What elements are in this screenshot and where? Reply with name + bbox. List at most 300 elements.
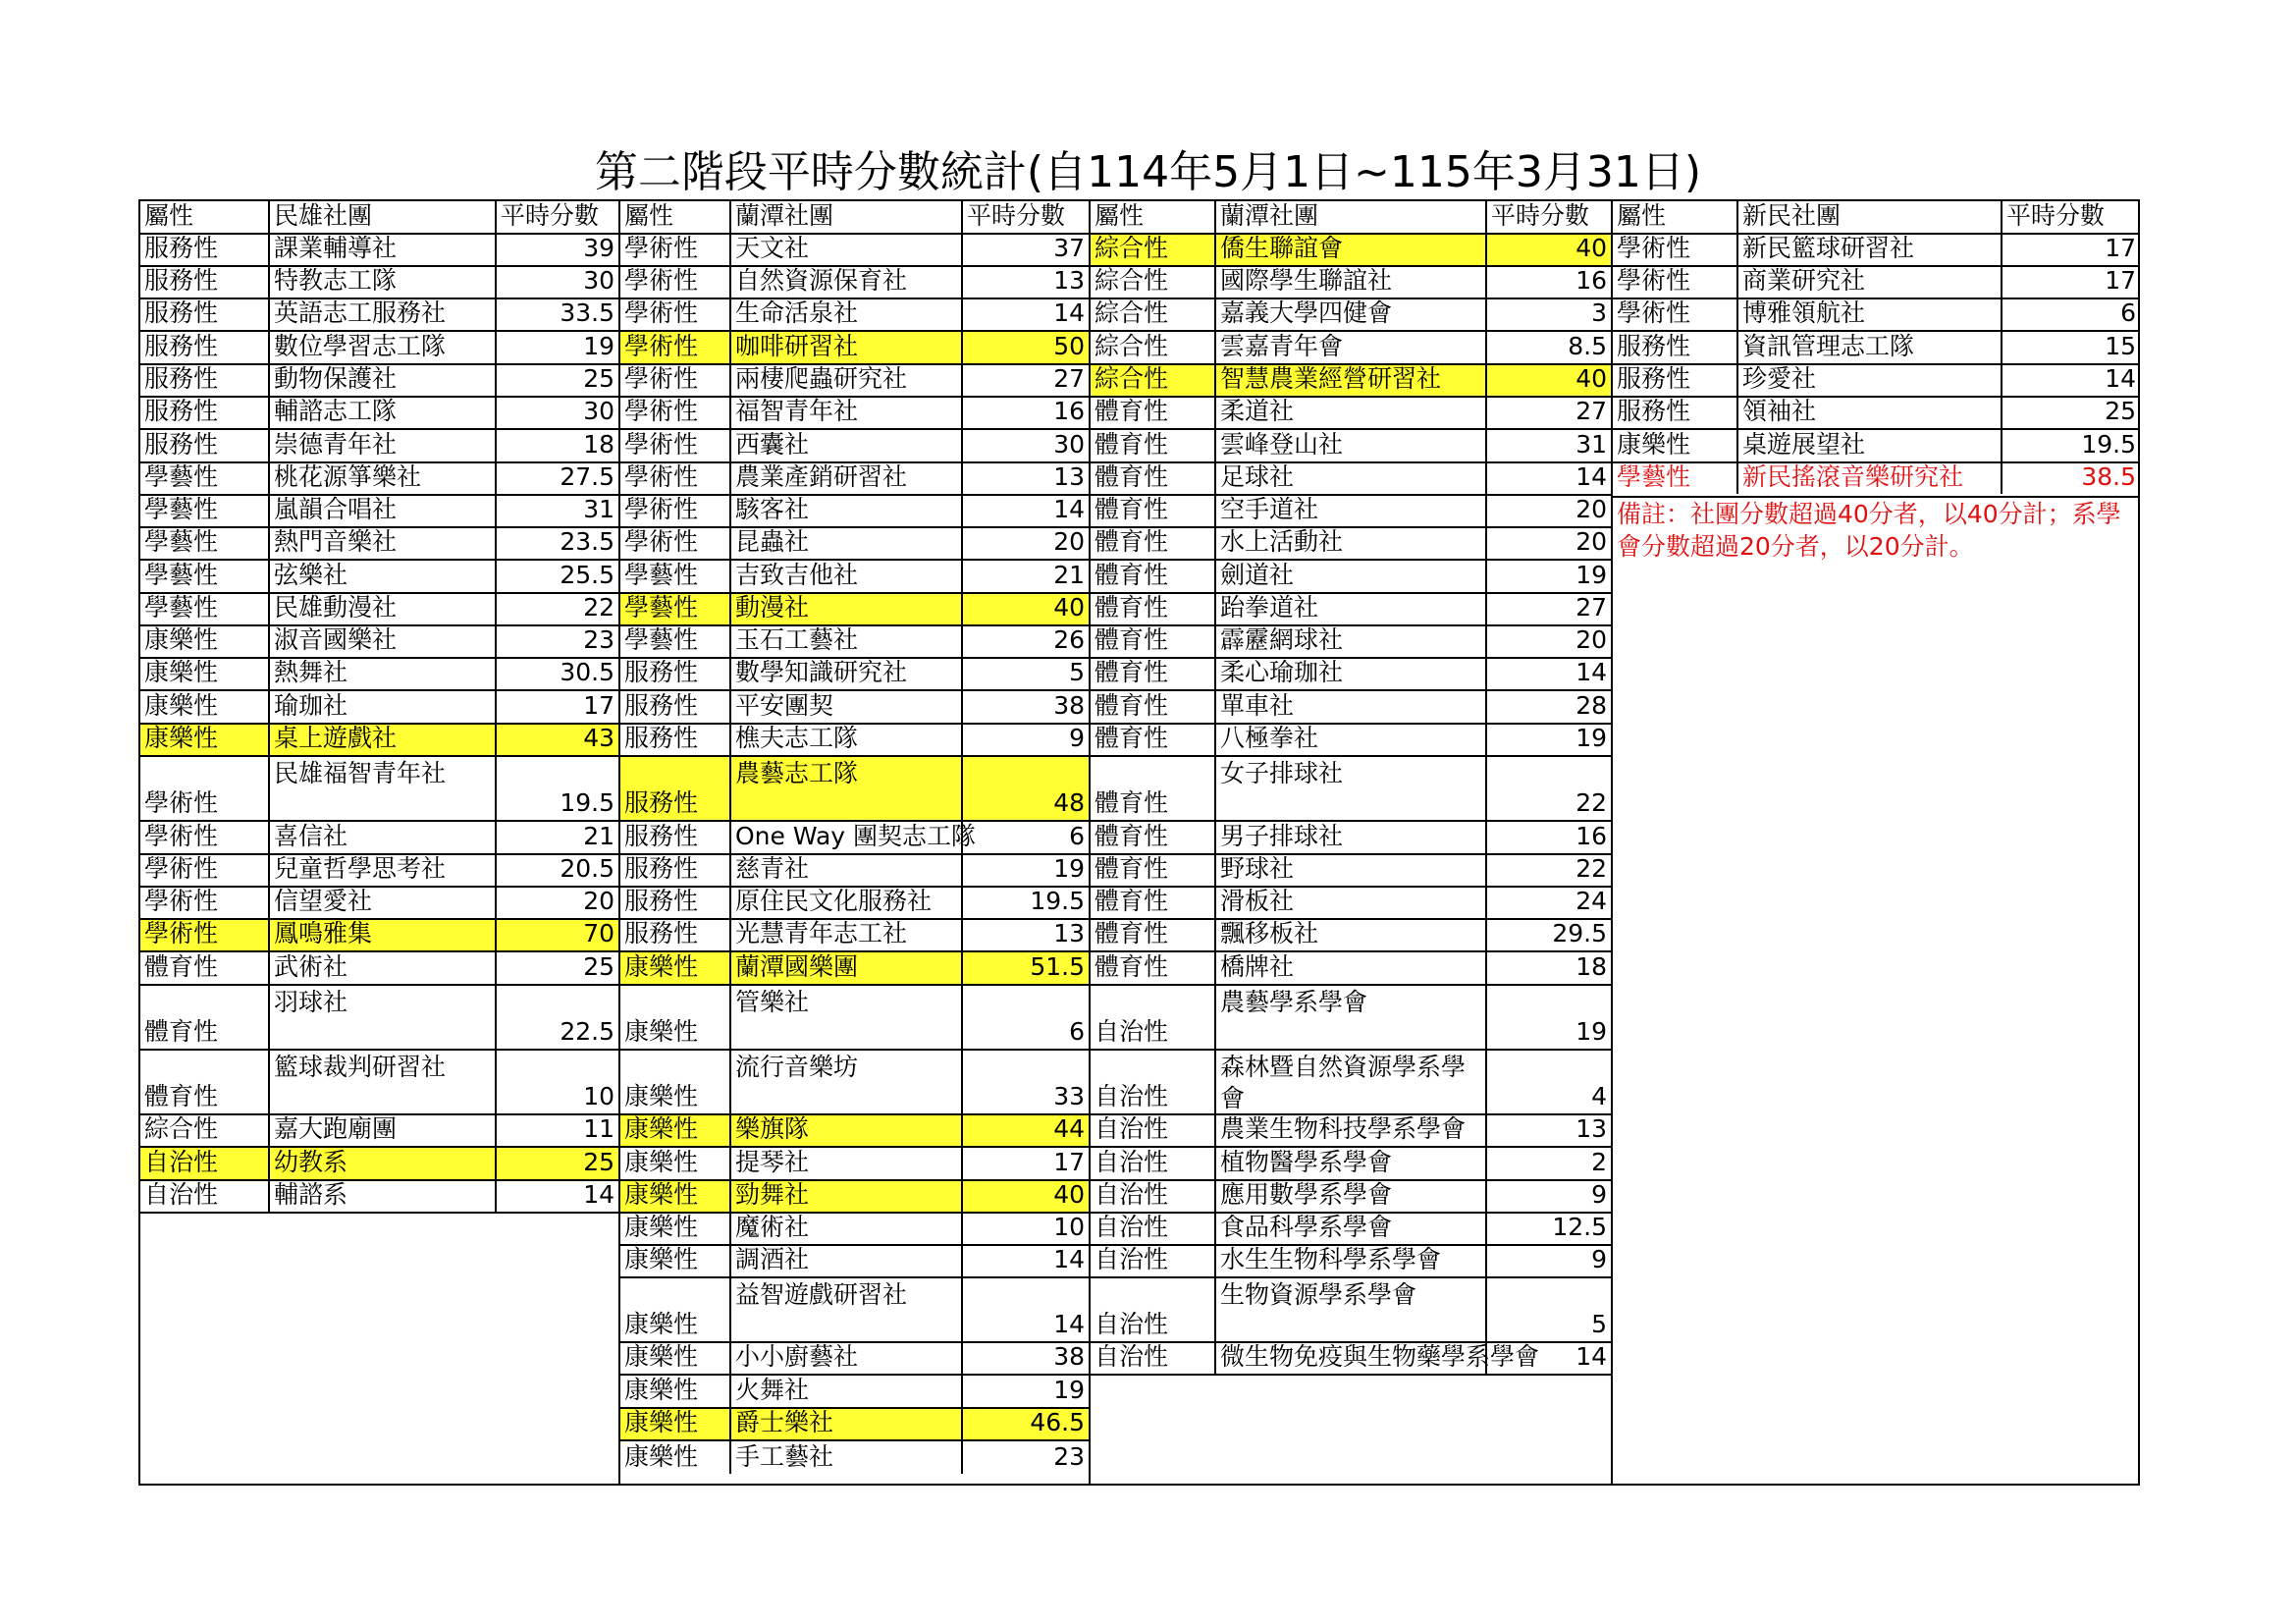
club-name-cell: One Way 團契志工隊 — [729, 820, 961, 853]
club-name-cell: 水生生物科學系學會 — [1214, 1244, 1485, 1276]
category-cell: 體育性 — [1089, 918, 1214, 950]
club-name-cell: 天文社 — [729, 233, 961, 265]
club-name-cell: 小小廚藝社 — [729, 1341, 961, 1374]
category-cell: 體育性 — [1089, 461, 1214, 494]
club-name-cell: 瑜珈社 — [268, 689, 495, 723]
table-line — [1089, 1374, 1091, 1486]
score-cell: 4 — [1485, 1049, 1611, 1113]
club-name-cell: 柔道社 — [1214, 396, 1485, 428]
category-cell: 學藝性 — [618, 624, 729, 657]
category-cell: 自治性 — [1089, 1341, 1214, 1374]
score-cell: 9 — [961, 723, 1089, 755]
category-cell: 自治性 — [1089, 1113, 1214, 1146]
score-cell: 38 — [961, 689, 1089, 723]
column-header: 蘭潭社團 — [729, 199, 961, 233]
score-cell: 11 — [495, 1113, 618, 1146]
column-header: 蘭潭社團 — [1214, 199, 1485, 233]
score-cell: 19 — [961, 853, 1089, 886]
category-cell: 康樂性 — [618, 1439, 729, 1474]
club-name-cell: 嵐韻合唱社 — [268, 494, 495, 526]
category-cell: 體育性 — [1089, 428, 1214, 461]
club-name-cell: 滑板社 — [1214, 886, 1485, 918]
score-cell: 51.5 — [961, 950, 1089, 984]
score-cell: 20 — [961, 526, 1089, 559]
score-cell: 13 — [961, 461, 1089, 494]
column-header: 屬性 — [618, 199, 729, 233]
club-name-cell: 森林暨自然資源學系學會 — [1214, 1049, 1485, 1113]
category-cell: 服務性 — [1611, 396, 1736, 428]
category-cell: 服務性 — [618, 657, 729, 689]
club-name-cell: 咖啡研習社 — [729, 330, 961, 363]
category-cell: 服務性 — [1611, 363, 1736, 396]
club-name-cell: 原住民文化服務社 — [729, 886, 961, 918]
club-name-cell: 橋牌社 — [1214, 950, 1485, 984]
score-cell: 40 — [1485, 233, 1611, 265]
club-name-cell: 吉致吉他社 — [729, 559, 961, 592]
score-cell: 23 — [961, 1439, 1089, 1474]
score-cell: 6 — [961, 820, 1089, 853]
score-cell: 50 — [961, 330, 1089, 363]
category-cell: 康樂性 — [618, 950, 729, 984]
club-name-cell: 桌上遊戲社 — [268, 723, 495, 755]
score-cell: 14 — [1485, 461, 1611, 494]
category-cell: 自治性 — [1089, 1244, 1214, 1276]
category-cell: 學藝性 — [138, 526, 268, 559]
club-name-cell: 益智遊戲研習社 — [729, 1276, 961, 1341]
club-name-cell: 福智青年社 — [729, 396, 961, 428]
club-name-cell: 兒童哲學思考社 — [268, 853, 495, 886]
category-cell: 服務性 — [138, 396, 268, 428]
category-cell: 學術性 — [618, 396, 729, 428]
category-cell: 學術性 — [618, 363, 729, 396]
club-name-cell: 農業生物科技學系學會 — [1214, 1113, 1485, 1146]
club-name-cell: 課業輔導社 — [268, 233, 495, 265]
category-cell: 自治性 — [1089, 984, 1214, 1049]
club-name-cell: 嘉義大學四健會 — [1214, 298, 1485, 330]
column-header: 屬性 — [138, 199, 268, 233]
score-cell: 12.5 — [1485, 1212, 1611, 1244]
category-cell: 體育性 — [1089, 624, 1214, 657]
category-cell: 自治性 — [1089, 1212, 1214, 1244]
category-cell: 康樂性 — [138, 624, 268, 657]
club-name-cell: 兩棲爬蟲研究社 — [729, 363, 961, 396]
category-cell: 康樂性 — [1611, 428, 1736, 461]
score-cell: 20 — [1485, 526, 1611, 559]
club-name-cell: 智慧農業經營研習社 — [1214, 363, 1485, 396]
club-name-cell: 駭客社 — [729, 494, 961, 526]
club-name-cell: 八極拳社 — [1214, 723, 1485, 755]
category-cell: 體育性 — [1089, 886, 1214, 918]
score-cell: 20 — [1485, 494, 1611, 526]
category-cell: 服務性 — [138, 265, 268, 298]
club-name-cell: 柔心瑜珈社 — [1214, 657, 1485, 689]
category-cell: 服務性 — [618, 755, 729, 820]
score-cell: 25 — [495, 363, 618, 396]
club-name-cell: 野球社 — [1214, 853, 1485, 886]
score-cell: 48 — [961, 755, 1089, 820]
category-cell: 綜合性 — [1089, 330, 1214, 363]
score-cell: 31 — [495, 494, 618, 526]
category-cell: 康樂性 — [138, 657, 268, 689]
category-cell: 服務性 — [618, 723, 729, 755]
score-cell: 20 — [495, 886, 618, 918]
club-name-cell: 平安團契 — [729, 689, 961, 723]
club-name-cell: 弦樂社 — [268, 559, 495, 592]
category-cell: 學術性 — [618, 233, 729, 265]
category-cell: 學術性 — [138, 820, 268, 853]
club-name-cell: 跆拳道社 — [1214, 592, 1485, 624]
score-cell: 22.5 — [495, 984, 618, 1049]
category-cell: 服務性 — [618, 853, 729, 886]
score-cell: 39 — [495, 233, 618, 265]
category-cell: 學術性 — [618, 461, 729, 494]
column-header: 屬性 — [1089, 199, 1214, 233]
score-cell: 29.5 — [1485, 918, 1611, 950]
score-cell: 31 — [1485, 428, 1611, 461]
score-cell: 18 — [1485, 950, 1611, 984]
score-cell: 23 — [495, 624, 618, 657]
category-cell: 體育性 — [1089, 755, 1214, 820]
category-cell: 康樂性 — [138, 689, 268, 723]
category-cell: 體育性 — [1089, 559, 1214, 592]
club-name-cell: 農業產銷研習社 — [729, 461, 961, 494]
category-cell: 康樂性 — [138, 723, 268, 755]
score-table — [138, 199, 2140, 1486]
category-cell: 體育性 — [138, 950, 268, 984]
category-cell: 體育性 — [1089, 950, 1214, 984]
score-cell: 10 — [495, 1049, 618, 1113]
category-cell: 綜合性 — [1089, 363, 1214, 396]
category-cell: 服務性 — [1611, 330, 1736, 363]
club-name-cell: 新民籃球研習社 — [1736, 233, 2001, 265]
score-cell: 27 — [961, 363, 1089, 396]
club-name-cell: 熱門音樂社 — [268, 526, 495, 559]
club-name-cell: 手工藝社 — [729, 1439, 961, 1474]
table-border-left — [138, 199, 140, 1486]
category-cell: 康樂性 — [618, 1407, 729, 1439]
category-cell: 學術性 — [618, 428, 729, 461]
category-cell: 康樂性 — [618, 1212, 729, 1244]
score-cell: 8.5 — [1485, 330, 1611, 363]
score-cell: 38 — [961, 1341, 1089, 1374]
category-cell: 體育性 — [1089, 657, 1214, 689]
score-cell: 25 — [495, 950, 618, 984]
score-cell: 44 — [961, 1113, 1089, 1146]
score-cell: 40 — [961, 592, 1089, 624]
score-cell: 19 — [1485, 559, 1611, 592]
category-cell: 學術性 — [138, 755, 268, 820]
score-cell: 16 — [961, 396, 1089, 428]
club-name-cell: 淑音國樂社 — [268, 624, 495, 657]
club-name-cell: 農藝學系學會 — [1214, 984, 1485, 1049]
club-name-cell: 新民搖滾音樂研究社 — [1736, 461, 2001, 494]
club-name-cell: 劍道社 — [1214, 559, 1485, 592]
score-cell: 22 — [1485, 755, 1611, 820]
score-cell: 30 — [495, 396, 618, 428]
club-name-cell: 水上活動社 — [1214, 526, 1485, 559]
club-name-cell: 信望愛社 — [268, 886, 495, 918]
club-name-cell: 樂旗隊 — [729, 1113, 961, 1146]
score-cell: 18 — [495, 428, 618, 461]
score-cell: 16 — [1485, 265, 1611, 298]
table-border-right — [2138, 199, 2140, 1486]
category-cell: 康樂性 — [618, 1374, 729, 1407]
score-cell: 14 — [495, 1179, 618, 1212]
category-cell: 學藝性 — [618, 559, 729, 592]
score-cell: 43 — [495, 723, 618, 755]
club-name-cell: 數位學習志工隊 — [268, 330, 495, 363]
club-name-cell: 光慧青年志工社 — [729, 918, 961, 950]
score-cell: 6 — [2001, 298, 2140, 330]
score-cell: 14 — [961, 494, 1089, 526]
score-cell: 9 — [1485, 1179, 1611, 1212]
club-name-cell: 空手道社 — [1214, 494, 1485, 526]
score-cell: 27.5 — [495, 461, 618, 494]
category-cell: 康樂性 — [618, 1276, 729, 1341]
category-cell: 康樂性 — [618, 1146, 729, 1179]
score-cell: 26 — [961, 624, 1089, 657]
score-cell: 19.5 — [2001, 428, 2140, 461]
club-name-cell: 火舞社 — [729, 1374, 961, 1407]
category-cell: 康樂性 — [618, 1179, 729, 1212]
club-name-cell: 微生物免疫與生物藥學系學會 — [1214, 1341, 1485, 1374]
score-cell: 40 — [961, 1179, 1089, 1212]
club-name-cell: 英語志工服務社 — [268, 298, 495, 330]
score-cell: 19.5 — [495, 755, 618, 820]
club-name-cell: 調酒社 — [729, 1244, 961, 1276]
score-cell: 14 — [2001, 363, 2140, 396]
table-line — [138, 1212, 618, 1214]
category-cell: 體育性 — [1089, 592, 1214, 624]
score-cell: 40 — [1485, 363, 1611, 396]
score-cell: 28 — [1485, 689, 1611, 723]
club-name-cell: 嘉大跑廟團 — [268, 1113, 495, 1146]
club-name-cell: 生物資源學系學會 — [1214, 1276, 1485, 1341]
category-cell: 服務性 — [138, 363, 268, 396]
column-header: 平時分數 — [2001, 199, 2140, 233]
category-cell: 綜合性 — [1089, 233, 1214, 265]
table-line — [618, 1212, 620, 1486]
score-cell: 30 — [961, 428, 1089, 461]
score-cell: 17 — [2001, 233, 2140, 265]
score-cell: 46.5 — [961, 1407, 1089, 1439]
club-name-cell: 資訊管理志工隊 — [1736, 330, 2001, 363]
table-line — [1089, 1374, 1611, 1376]
club-name-cell: 管樂社 — [729, 984, 961, 1049]
score-cell: 14 — [961, 1244, 1089, 1276]
club-name-cell: 桃花源箏樂社 — [268, 461, 495, 494]
club-name-cell: 崇德青年社 — [268, 428, 495, 461]
category-cell: 體育性 — [1089, 853, 1214, 886]
club-name-cell: 蘭潭國樂團 — [729, 950, 961, 984]
category-cell: 學術性 — [618, 330, 729, 363]
category-cell: 學藝性 — [138, 461, 268, 494]
category-cell: 學術性 — [138, 886, 268, 918]
club-name-cell: 領袖社 — [1736, 396, 2001, 428]
category-cell: 服務性 — [618, 689, 729, 723]
club-name-cell: 民雄福智青年社 — [268, 755, 495, 820]
score-cell: 25 — [2001, 396, 2140, 428]
club-name-cell: 雲嘉青年會 — [1214, 330, 1485, 363]
category-cell: 體育性 — [1089, 396, 1214, 428]
score-cell: 3 — [1485, 298, 1611, 330]
score-cell: 22 — [1485, 853, 1611, 886]
category-cell: 自治性 — [1089, 1179, 1214, 1212]
score-cell: 19 — [1485, 723, 1611, 755]
club-name-cell: 應用數學系學會 — [1214, 1179, 1485, 1212]
category-cell: 自治性 — [1089, 1146, 1214, 1179]
club-name-cell: 男子排球社 — [1214, 820, 1485, 853]
category-cell: 體育性 — [1089, 494, 1214, 526]
club-name-cell: 霹靂網球社 — [1214, 624, 1485, 657]
score-cell: 38.5 — [2001, 461, 2140, 494]
category-cell: 康樂性 — [618, 1341, 729, 1374]
column-header: 新民社團 — [1736, 199, 2001, 233]
club-name-cell: 武術社 — [268, 950, 495, 984]
category-cell: 體育性 — [138, 984, 268, 1049]
score-cell: 23.5 — [495, 526, 618, 559]
category-cell: 服務性 — [618, 886, 729, 918]
score-cell: 14 — [1485, 657, 1611, 689]
category-cell: 學術性 — [1611, 265, 1736, 298]
category-cell: 康樂性 — [618, 984, 729, 1049]
score-cell: 25.5 — [495, 559, 618, 592]
club-name-cell: 流行音樂坊 — [729, 1049, 961, 1113]
score-cell: 30.5 — [495, 657, 618, 689]
club-name-cell: 足球社 — [1214, 461, 1485, 494]
score-cell: 5 — [1485, 1276, 1611, 1341]
category-cell: 學藝性 — [1611, 461, 1736, 494]
score-cell: 2 — [1485, 1146, 1611, 1179]
score-cell: 6 — [961, 984, 1089, 1049]
category-cell: 學術性 — [618, 298, 729, 330]
category-cell: 自治性 — [138, 1146, 268, 1179]
category-cell: 自治性 — [1089, 1276, 1214, 1341]
club-name-cell: 桌遊展望社 — [1736, 428, 2001, 461]
category-cell: 康樂性 — [618, 1244, 729, 1276]
club-name-cell: 僑生聯誼會 — [1214, 233, 1485, 265]
club-name-cell: 民雄動漫社 — [268, 592, 495, 624]
category-cell: 康樂性 — [618, 1049, 729, 1113]
category-cell: 綜合性 — [138, 1113, 268, 1146]
score-cell: 17 — [961, 1146, 1089, 1179]
club-name-cell: 國際學生聯誼社 — [1214, 265, 1485, 298]
club-name-cell: 玉石工藝社 — [729, 624, 961, 657]
score-cell: 70 — [495, 918, 618, 950]
remark-note: 備註：社團分數超過40分者，以40分計；系學會分數超過20分者，以20分計。 — [1611, 496, 2140, 563]
club-name-cell: 動漫社 — [729, 592, 961, 624]
category-cell: 學術性 — [1611, 298, 1736, 330]
club-name-cell: 雲峰登山社 — [1214, 428, 1485, 461]
score-cell: 19 — [495, 330, 618, 363]
score-cell: 30 — [495, 265, 618, 298]
club-name-cell: 自然資源保育社 — [729, 265, 961, 298]
category-cell: 綜合性 — [1089, 298, 1214, 330]
category-cell: 體育性 — [1089, 526, 1214, 559]
club-name-cell: 單車社 — [1214, 689, 1485, 723]
column-header: 民雄社團 — [268, 199, 495, 233]
club-name-cell: 食品科學系學會 — [1214, 1212, 1485, 1244]
category-cell: 學術性 — [618, 494, 729, 526]
column-header: 平時分數 — [961, 199, 1089, 233]
score-cell: 14 — [1485, 1341, 1611, 1374]
column-header: 屬性 — [1611, 199, 1736, 233]
category-cell: 服務性 — [618, 820, 729, 853]
club-name-cell: 幼教系 — [268, 1146, 495, 1179]
category-cell: 學術性 — [138, 918, 268, 950]
category-cell: 自治性 — [138, 1179, 268, 1212]
score-cell: 20.5 — [495, 853, 618, 886]
category-cell: 自治性 — [1089, 1049, 1214, 1113]
table-line — [1611, 494, 1613, 1486]
category-cell: 學術性 — [618, 265, 729, 298]
club-name-cell: 飄移板社 — [1214, 918, 1485, 950]
club-name-cell: 籃球裁判研習社 — [268, 1049, 495, 1113]
category-cell: 服務性 — [138, 233, 268, 265]
category-cell: 體育性 — [1089, 820, 1214, 853]
score-cell: 16 — [1485, 820, 1611, 853]
score-cell: 33 — [961, 1049, 1089, 1113]
score-cell: 10 — [961, 1212, 1089, 1244]
club-name-cell: 商業研究社 — [1736, 265, 2001, 298]
club-name-cell: 植物醫學系學會 — [1214, 1146, 1485, 1179]
score-cell: 9 — [1485, 1244, 1611, 1276]
score-cell: 14 — [961, 1276, 1089, 1341]
club-name-cell: 輔諮志工隊 — [268, 396, 495, 428]
category-cell: 康樂性 — [618, 1113, 729, 1146]
club-name-cell: 羽球社 — [268, 984, 495, 1049]
club-name-cell: 慈青社 — [729, 853, 961, 886]
category-cell: 學藝性 — [618, 592, 729, 624]
table-border-bottom — [138, 1484, 2140, 1486]
club-name-cell: 博雅領航社 — [1736, 298, 2001, 330]
category-cell: 學術性 — [1611, 233, 1736, 265]
score-cell: 14 — [961, 298, 1089, 330]
score-cell: 19 — [1485, 984, 1611, 1049]
club-name-cell: 農藝志工隊 — [729, 755, 961, 820]
table-border-top — [138, 199, 2140, 201]
score-cell: 17 — [495, 689, 618, 723]
category-cell: 服務性 — [138, 298, 268, 330]
club-name-cell: 珍愛社 — [1736, 363, 2001, 396]
club-name-cell: 勁舞社 — [729, 1179, 961, 1212]
score-cell: 13 — [961, 265, 1089, 298]
score-cell: 24 — [1485, 886, 1611, 918]
score-cell: 21 — [495, 820, 618, 853]
club-name-cell: 特教志工隊 — [268, 265, 495, 298]
club-name-cell: 輔諮系 — [268, 1179, 495, 1212]
club-name-cell: 爵士樂社 — [729, 1407, 961, 1439]
category-cell: 綜合性 — [1089, 265, 1214, 298]
category-cell: 服務性 — [138, 330, 268, 363]
club-name-cell: 樵夫志工隊 — [729, 723, 961, 755]
club-name-cell: 數學知識研究社 — [729, 657, 961, 689]
category-cell: 體育性 — [1089, 723, 1214, 755]
club-name-cell: 動物保護社 — [268, 363, 495, 396]
club-name-cell: 魔術社 — [729, 1212, 961, 1244]
club-name-cell: 提琴社 — [729, 1146, 961, 1179]
score-cell: 37 — [961, 233, 1089, 265]
score-cell: 19.5 — [961, 886, 1089, 918]
score-cell: 19 — [961, 1374, 1089, 1407]
score-cell: 20 — [1485, 624, 1611, 657]
category-cell: 體育性 — [138, 1049, 268, 1113]
score-cell: 13 — [1485, 1113, 1611, 1146]
score-cell: 21 — [961, 559, 1089, 592]
score-cell: 33.5 — [495, 298, 618, 330]
column-header: 平時分數 — [1485, 199, 1611, 233]
club-name-cell: 喜信社 — [268, 820, 495, 853]
